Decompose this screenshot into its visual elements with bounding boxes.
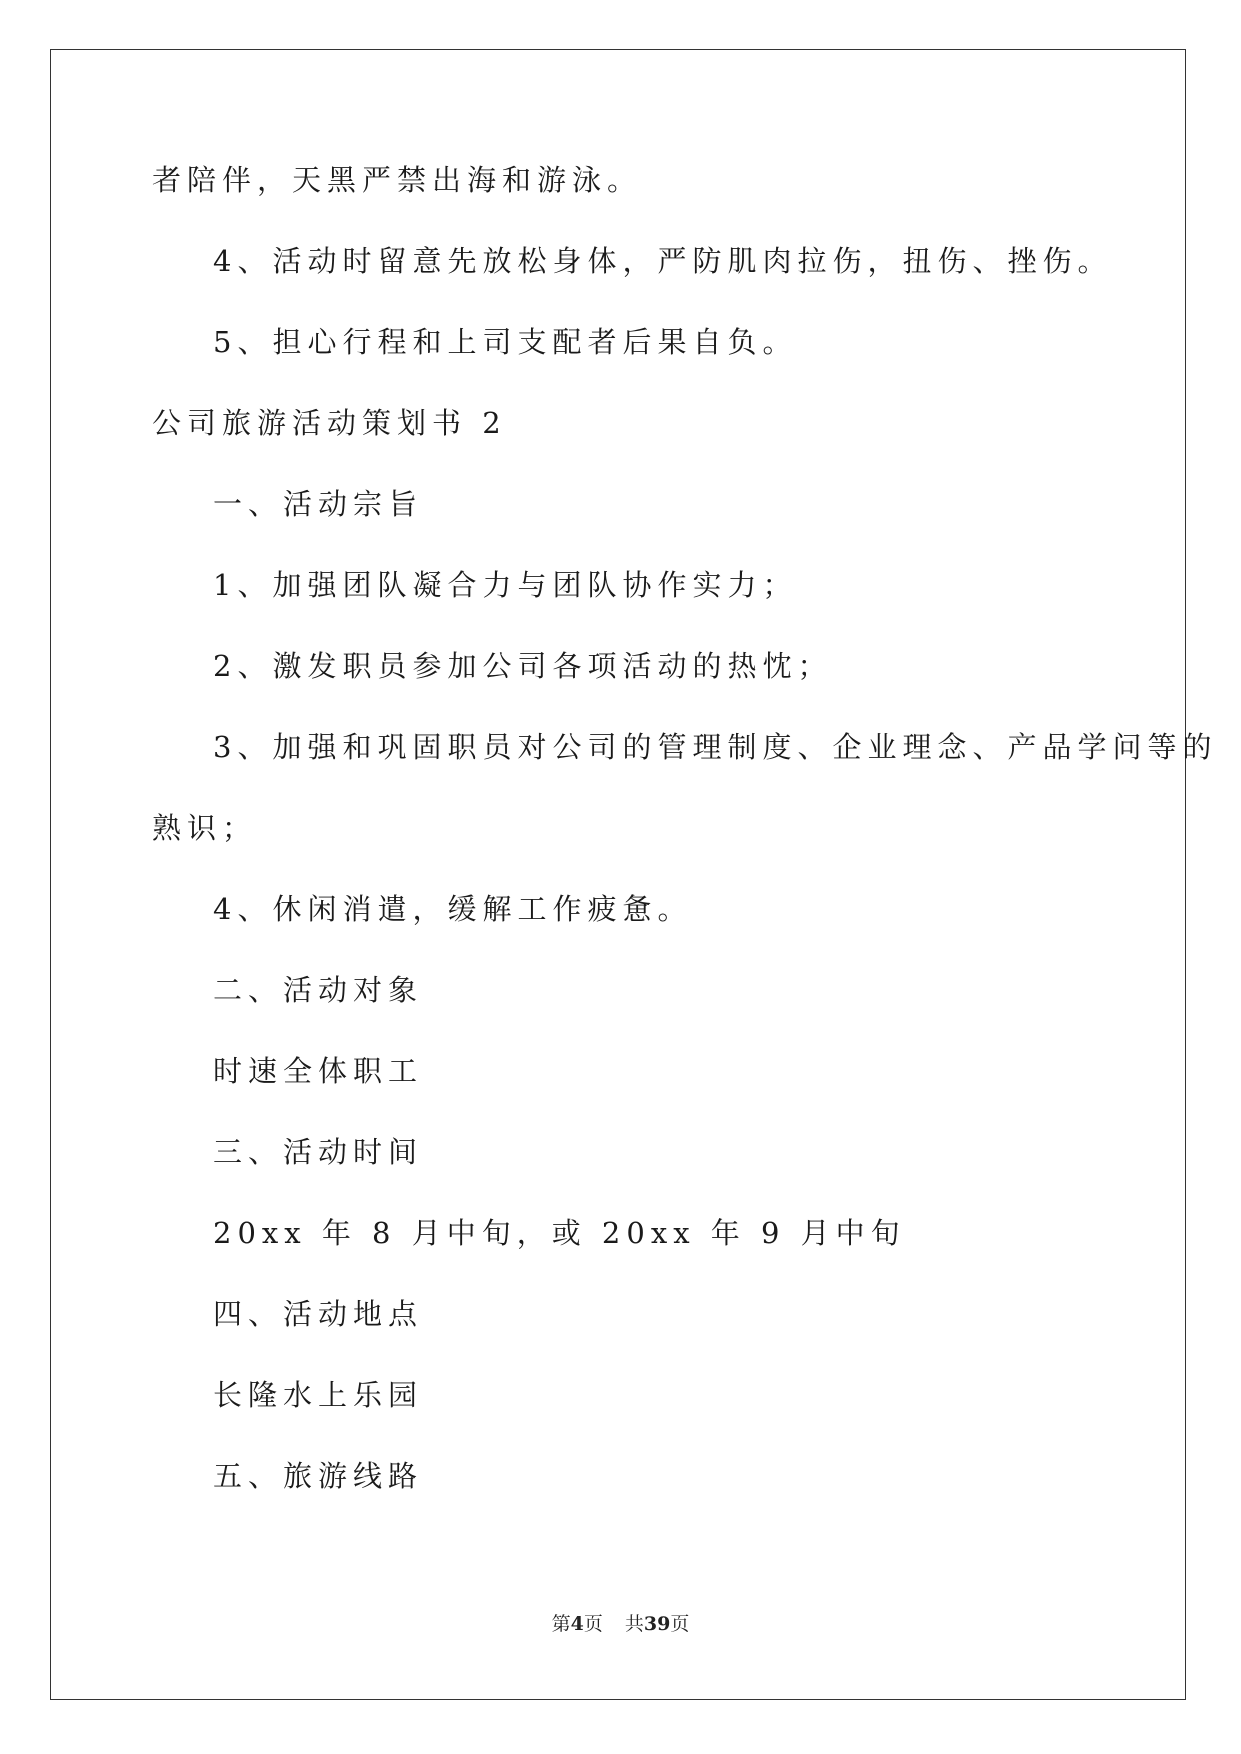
paragraph-line: 2、激发职员参加公司各项活动的热忱； xyxy=(213,649,833,683)
total-pages: 39 xyxy=(643,1613,671,1635)
paragraph-line: 者陪伴，天黑严禁出海和游泳。 xyxy=(152,163,643,197)
page-prefix: 第 xyxy=(551,1613,571,1635)
paragraph-line: 4、休闲消遣，缓解工作疲惫。 xyxy=(213,892,693,926)
section-title: 公司旅游活动策划书 2 xyxy=(152,406,507,440)
section-heading: 四、活动地点 xyxy=(213,1297,424,1331)
paragraph-line: 长隆水上乐园 xyxy=(213,1378,424,1412)
paragraph-line: 3、加强和巩固职员对公司的管理制度、企业理念、产品学问等的 xyxy=(213,730,1218,764)
section-heading: 三、活动时间 xyxy=(213,1135,424,1169)
paragraph-line: 1、加强团队凝合力与团队协作实力； xyxy=(213,568,798,602)
total-prefix: 共 xyxy=(624,1613,644,1635)
page-number: 4 xyxy=(570,1613,584,1635)
page-footer xyxy=(0,1609,1241,1636)
section-heading: 二、活动对象 xyxy=(213,973,424,1007)
section-heading: 一、活动宗旨 xyxy=(213,487,424,521)
paragraph-line: 熟识； xyxy=(152,811,258,845)
page-border xyxy=(50,49,1186,1700)
section-heading: 五、旅游线路 xyxy=(213,1459,424,1493)
paragraph-line: 4、活动时留意先放松身体，严防肌肉拉伤，扭伤、挫伤。 xyxy=(213,244,1113,278)
paragraph-line: 5、担心行程和上司支配者后果自负。 xyxy=(213,325,798,359)
paragraph-line: 时速全体职工 xyxy=(213,1054,424,1088)
total-suffix: 页 xyxy=(670,1613,690,1635)
paragraph-line: 20xx 年 8 月中旬，或 20xx 年 9 月中旬 xyxy=(213,1216,906,1250)
page-suffix: 页 xyxy=(583,1613,603,1635)
